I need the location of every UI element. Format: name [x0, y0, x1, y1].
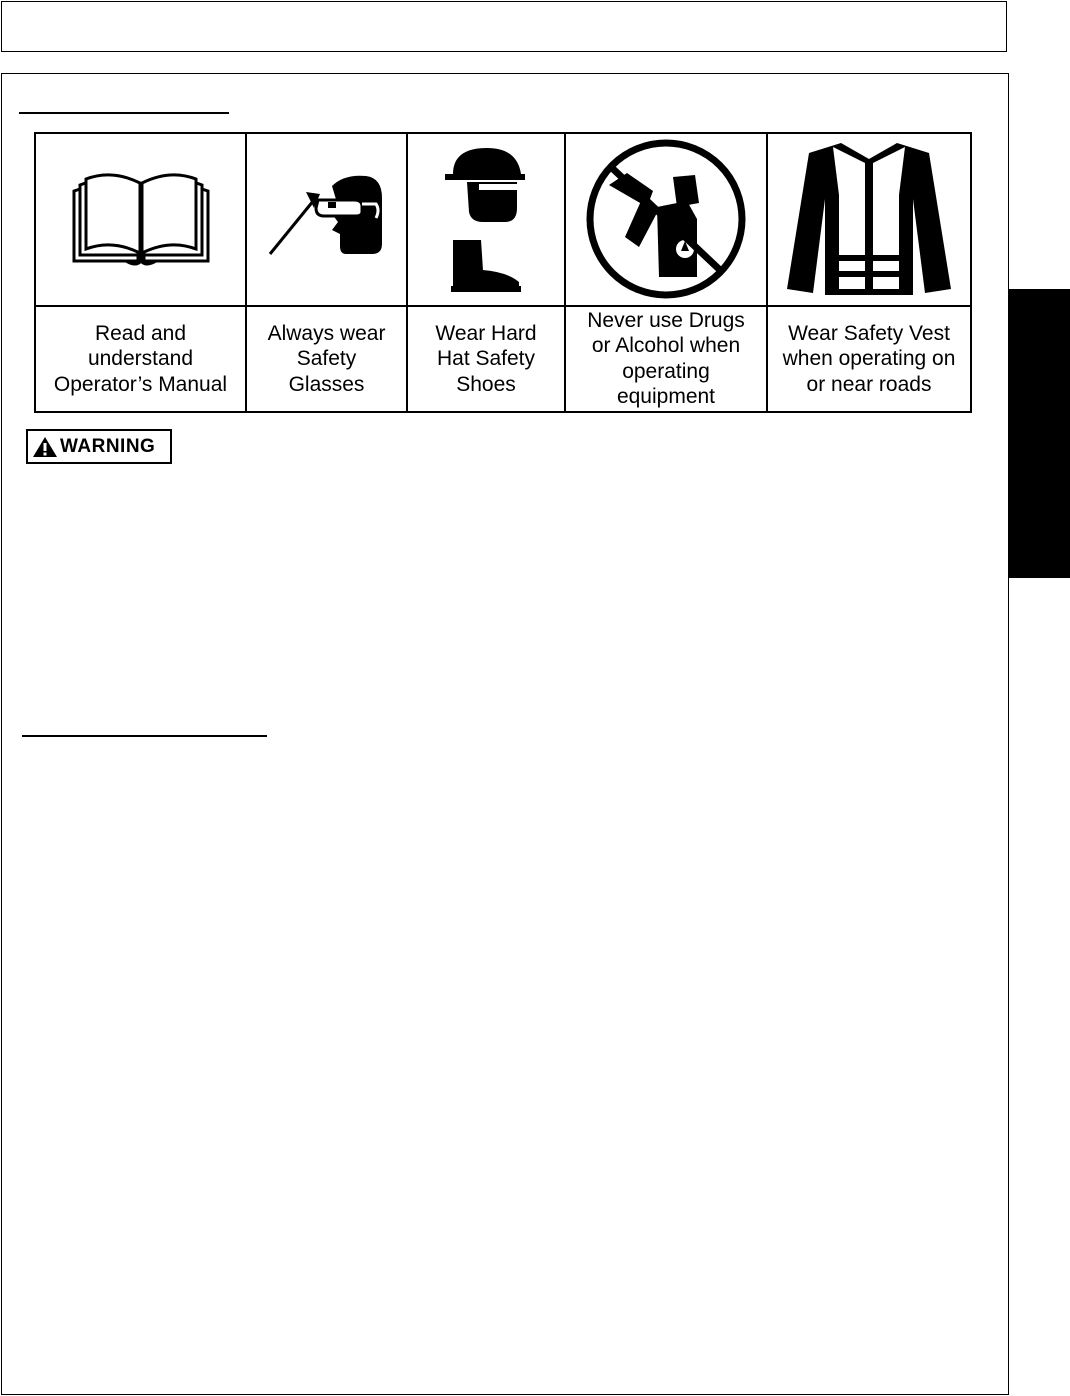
page-header-box — [1, 1, 1007, 52]
safety-glasses-icon — [262, 174, 392, 264]
icon-caption: Never use Drugs or Alcohol when operating equipment — [565, 306, 767, 412]
warning-badge — [26, 429, 172, 464]
icon-caption: Wear Hard Hat Safety Shoes — [407, 306, 565, 412]
safety-icons-table — [34, 132, 972, 413]
icon-cell — [407, 133, 565, 306]
safety-vest-icon — [779, 139, 959, 299]
warning-triangle-icon — [32, 436, 58, 458]
operators-manual-icon — [66, 169, 216, 269]
icon-cell — [246, 133, 407, 306]
icon-caption: Read and understand Operator’s Manual — [35, 306, 246, 412]
section-side-tab — [1009, 289, 1070, 578]
section-heading-underline — [22, 735, 267, 737]
warning-label: WARNING — [60, 435, 156, 457]
icon-cell — [565, 133, 767, 306]
icon-caption: Always wear Safety Glasses — [246, 306, 407, 412]
icon-caption: Wear Safety Vest when operating on or near roads — [767, 306, 971, 412]
no-drugs-alcohol-icon — [581, 137, 751, 302]
icon-cell — [767, 133, 971, 306]
icon-cell — [35, 133, 246, 306]
hard-hat-safety-shoes-icon — [441, 142, 531, 297]
section-heading-underline — [19, 112, 229, 114]
